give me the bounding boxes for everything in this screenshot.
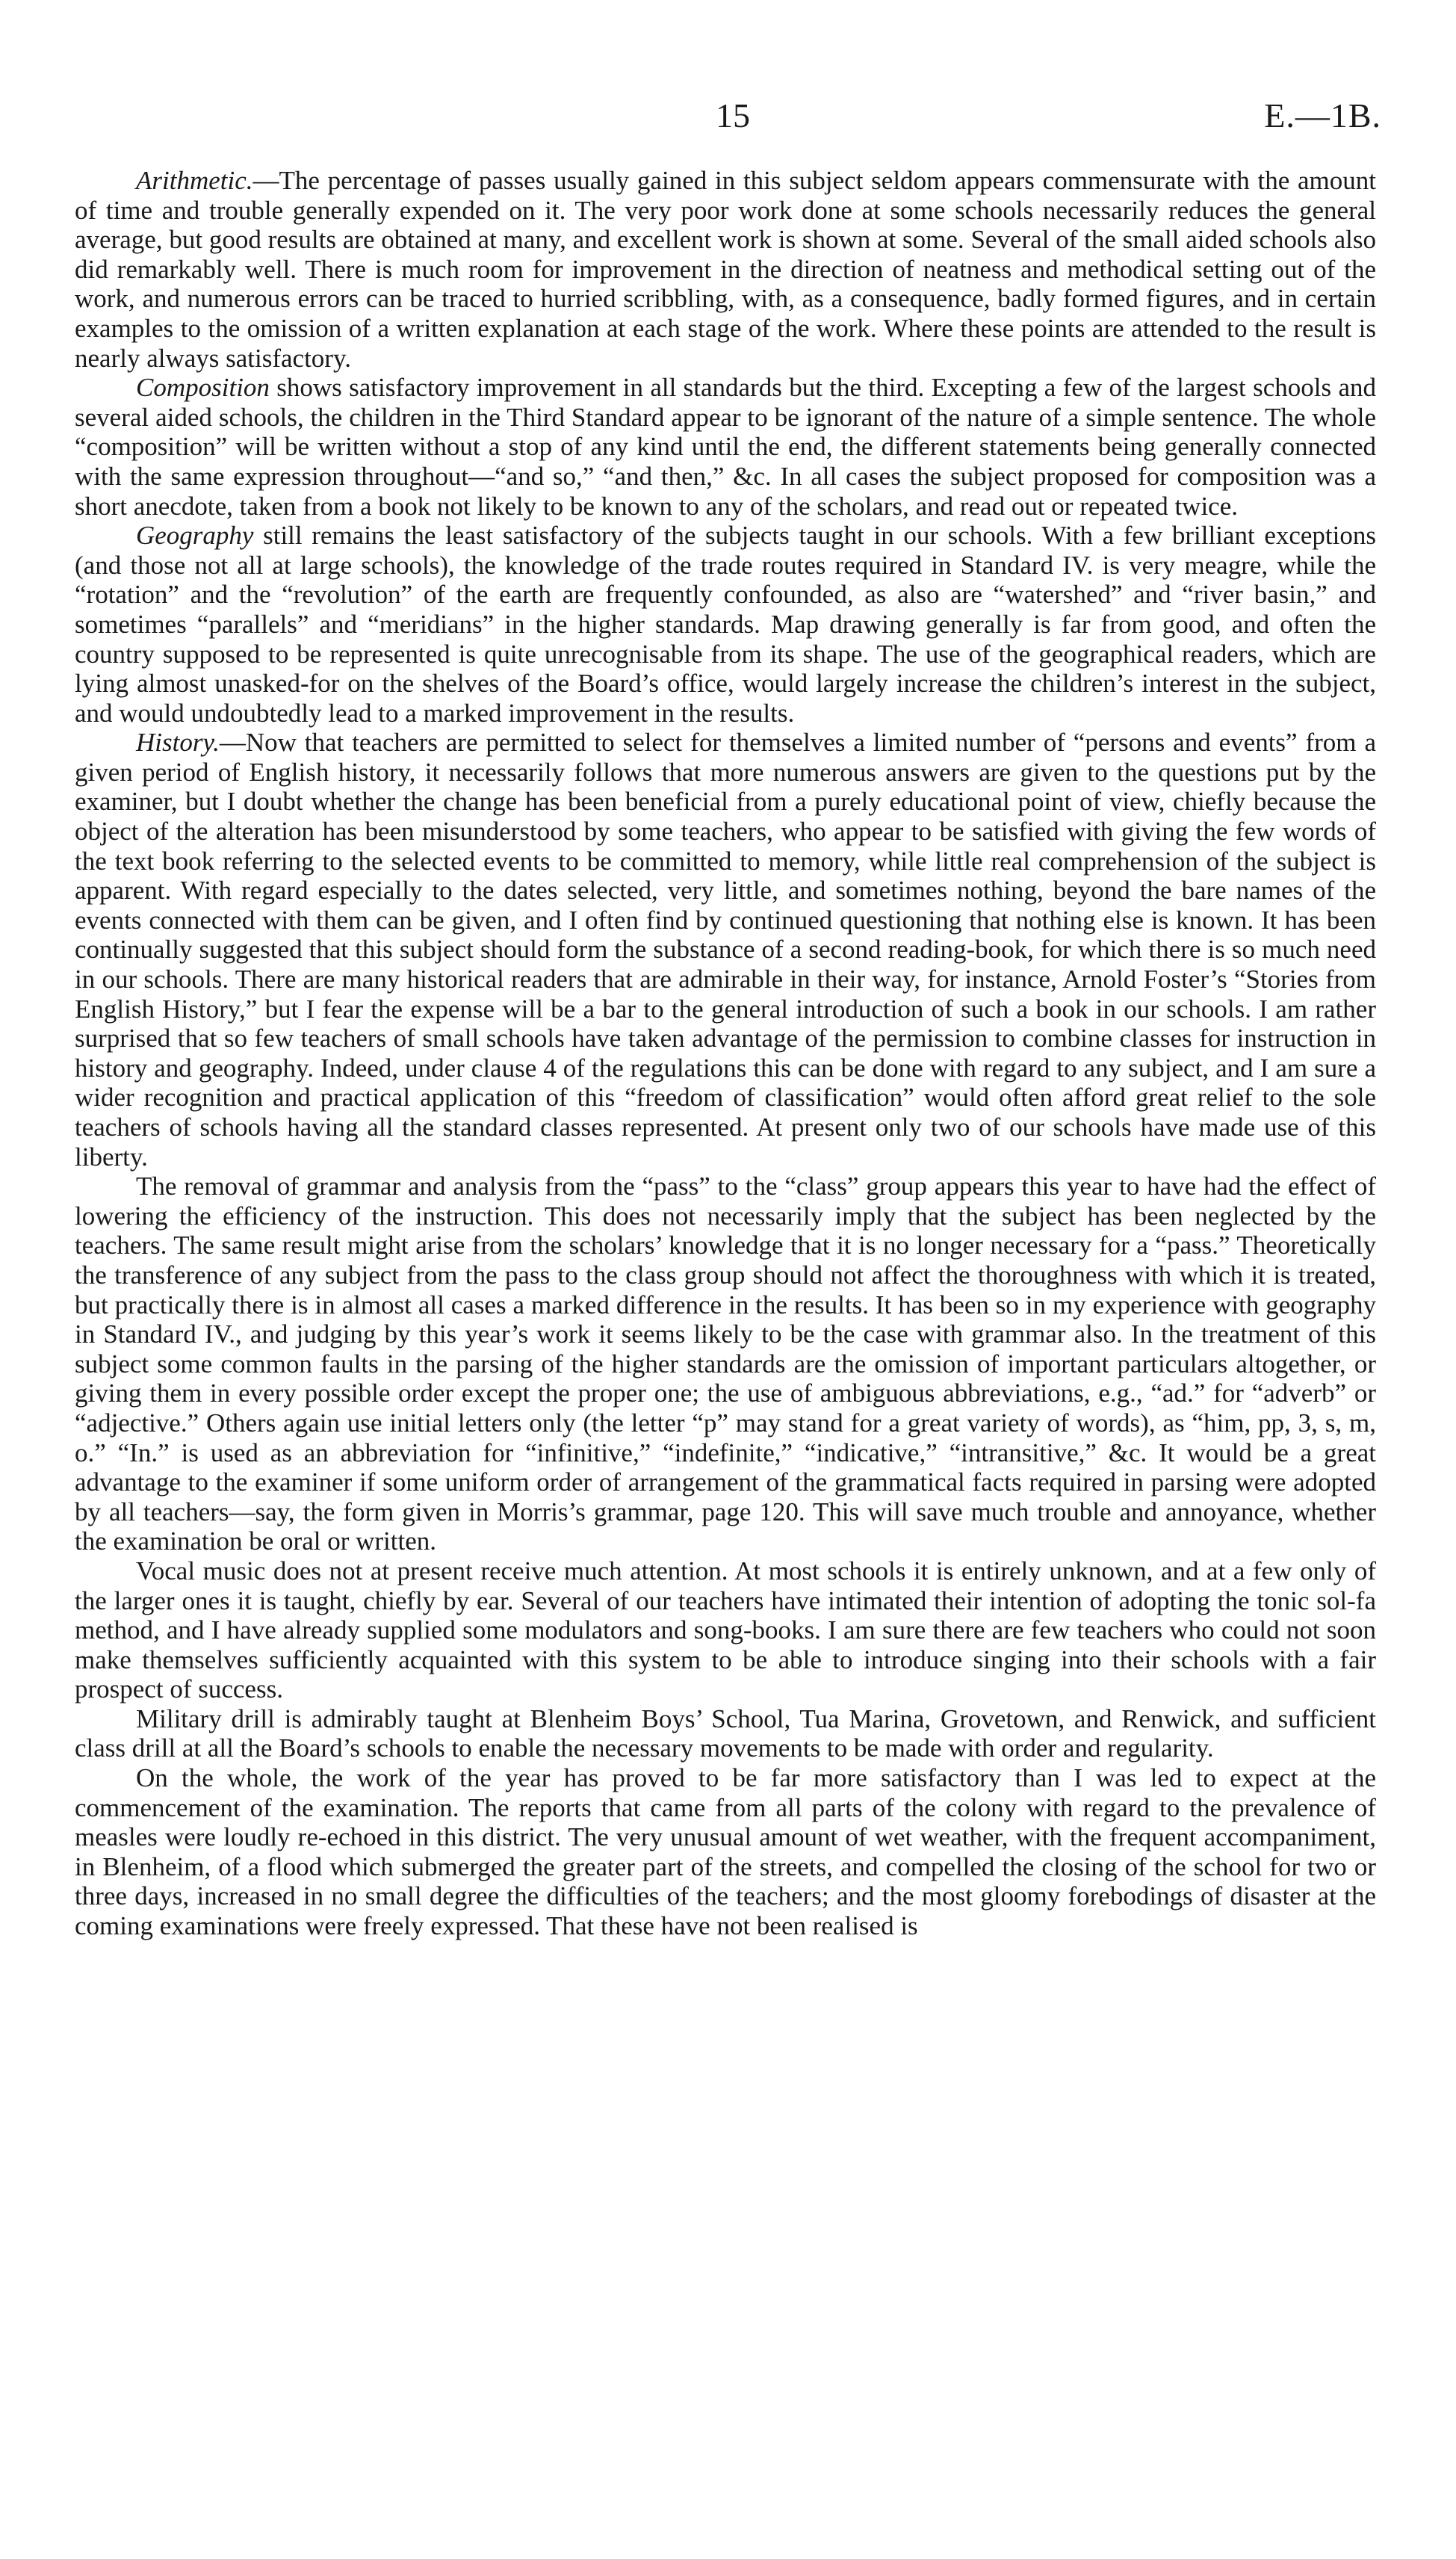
paragraph-text: —The percentage of passes usually gained in this subject seldom appears commensurate with the amount of time and trouble generally expended on it. The very poor work done at some schools necessarily reduces the general average, but good results are obtained at many, and excellent work is shown at some. Several of the small aided schools also did remarkably well. There is much room for improvement in the direction of neatness and methodical setting out of the work, and numerous errors can be traced to hurried scribbling, with, as a consequence, badly formed figures, and in certain examples to the omission of a written explanation at each stage of the work. Where these points are attended to the result is nearly always satisfactory. bbox=[75, 166, 1376, 373]
paragraph-geography bbox=[75, 521, 1376, 728]
paragraph-grammar bbox=[75, 1172, 1376, 1556]
paragraph-text: Military drill is admirably taught at Blenheim Boys’ School, Tua Marina, Grovetown, and Renwick, and sufficient class drill at all the Board’s schools to enable the necessary movements to be made with order and regularity. bbox=[75, 1704, 1376, 1763]
paragraph-history bbox=[75, 728, 1376, 1172]
series-code: E.—1B. bbox=[1264, 96, 1381, 134]
paragraph-lead: Geography bbox=[136, 521, 254, 551]
paragraph-lead: Composition bbox=[136, 373, 270, 403]
paragraph-text: The removal of grammar and analysis from the “pass” to the “class” group appears this year to have had the effect of lowering the efficiency of the instruction. This does not necessarily imply that the subject has been neglected by the teachers. The same result might arise from the scholars’ knowledge that it is no longer necessary for a “pass.” Theoretically the transference of any subject from the pass to the class group should not affect the thoroughness with which it is treated, but practically there is in almost all cases a marked difference in the results. It has been so in my experience with geography in Standard IV., and judging by this year’s work it seems likely to be the case with grammar also. In the treatment of this subject some common faults in the parsing of the higher standards are the omission of important particulars altogether, or giving them in every possible order except the proper one; the use of ambiguous abbreviations, e.g., “ad.” for “adverb” or “adjective.” Others again use initial letters only (the letter “p” may stand for a great variety of words), as “him, pp, 3, s, m, o.” “In.” is used as an abbreviation for “infinitive,” “indefinite,” “indicative,” “intransitive,” &c. It would be a great advantage to the examiner if some uniform order of arrangement of the grammatical facts required in parsing were adopted by all teachers—say, the form given in Morris’s grammar, page 120. This will save much trouble and annoyance, whether the examination be oral or written. bbox=[75, 1172, 1376, 1556]
paragraph-text: shows satisfactory improvement in all standards but the third. Excepting a few of the largest schools and several aided schools, the children in the Third Standard appear to be ignorant of the nature of a simple sentence. The whole “composition” will be written without a stop of any kind until the end, the different statements being generally connected with the same expression throughout—“and so,” “and then,” &c. In all cases the subject proposed for composition was a short anecdote, taken from a book not likely to be known to any of the scholars, and read out or repeated twice. bbox=[75, 373, 1376, 521]
paragraph-text: —Now that teachers are permitted to select for themselves a limited number of “persons and events” from a given period of English history, it necessarily follows that more numerous answers are given to the questions put by the examiner, but I doubt whether the change has been beneficial from a purely educational point of view, chiefly because the object of the alteration has been misunderstood by some teachers, who appear to be satisfied with giving the few words of the text book referring to the selected events to be committed to memory, while little real comprehension of the subject is apparent. With regard especially to the dates selected, very little, and sometimes nothing, beyond the bare names of the events connected with them can be given, and I often find by continued questioning that nothing else is known. It has been continually suggested that this subject should form the substance of a second reading-book, for which there is so much need in our schools. There are many historical readers that are admirable in their way, for instance, Arnold Foster’s “Stories from English History,” but I fear the expense will be a bar to the general introduction of such a book in our schools. I am rather surprised that so few teachers of small schools have taken advantage of the permission to combine classes for instruction in history and geography. Indeed, under clause 4 of the regulations this can be done with regard to any subject, and I am sure a wider recognition and practical application of this “freedom of classification” would often afford great relief to the sole teachers of schools having all the standard classes represented. At present only two of our schools have made use of this liberty. bbox=[75, 728, 1376, 1172]
paragraph-military-drill bbox=[75, 1704, 1376, 1763]
page-number: 15 bbox=[716, 96, 750, 134]
paragraph-arithmetic bbox=[75, 166, 1376, 373]
paragraph-summary bbox=[75, 1763, 1376, 1941]
paragraph-vocal-music bbox=[75, 1556, 1376, 1704]
paragraph-lead: History. bbox=[136, 728, 220, 758]
body-text bbox=[75, 166, 1376, 1941]
paragraph-text: On the whole, the work of the year has proved to be far more satisfactory than I was led to expect at the commencement of the examination. The reports that came from all parts of the colony with regard to the prevalence of measles were loudly re-echoed in this district. The very unusual amount of wet weather, with the frequent accompaniment, in Blenheim, of a flood which submerged the greater part of the streets, and compelled the closing of the school for two or three days, increased in no small degree the difficulties of the teachers; and the most gloomy forebodings of disaster at the coming examinations were freely expressed. That these have not been realised is bbox=[75, 1763, 1376, 1941]
paragraph-text: Vocal music does not at present receive much attention. At most schools it is entirely unknown, and at a few only of the larger ones it is taught, chiefly by ear. Several of our teachers have intimated their intention of adopting the tonic sol-fa method, and I have already supplied some modulators and song-books. I am sure there are few teachers who could not soon make themselves sufficiently acquainted with this system to be able to introduce singing into their schools with a fair prospect of success. bbox=[75, 1556, 1376, 1704]
paragraph-text: still remains the least satisfactory of the subjects taught in our schools. With a few brilliant exceptions (and those not all at large schools), the knowledge of the trade routes required in Standard IV. is very meagre, while the “rotation” and the “revolution” of the earth are frequently confounded, as also are “watershed” and “river basin,” and sometimes “parallels” and “meridians” in the higher standards. Map drawing generally is far from good, and often the country supposed to be represented is quite unrecognisable from its shape. The use of the geographical readers, which are lying almost unasked-for on the shelves of the Board’s office, would largely increase the children’s interest in the subject, and would undoubtedly lead to a marked improvement in the results. bbox=[75, 521, 1376, 728]
paragraph-lead: Arithmetic. bbox=[136, 166, 253, 195]
paragraph-composition bbox=[75, 373, 1376, 521]
